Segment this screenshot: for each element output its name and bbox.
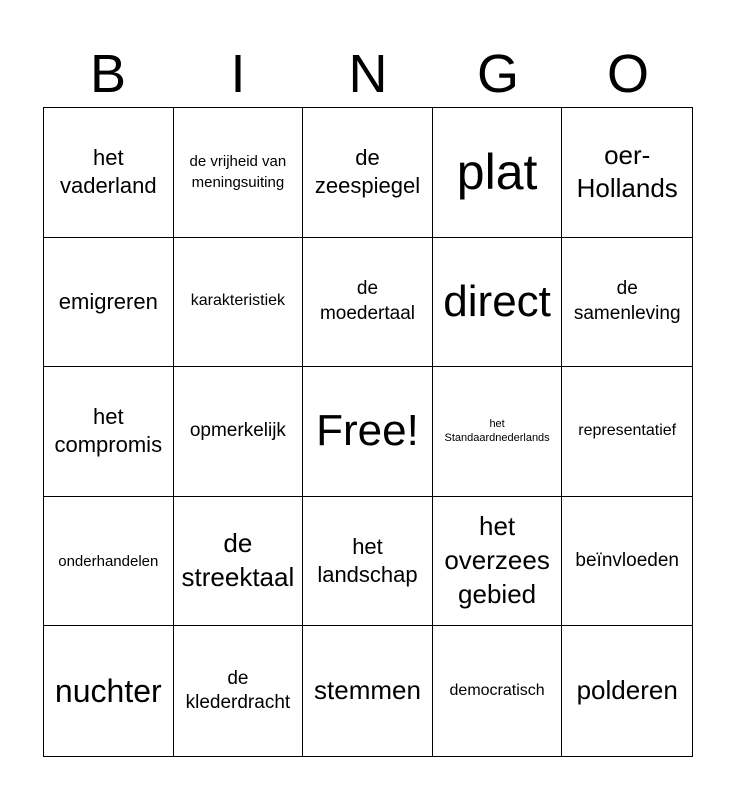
bingo-cell[interactable]: nuchter	[44, 626, 174, 756]
bingo-cell[interactable]: het landschap	[303, 497, 433, 627]
bingo-cell[interactable]: direct	[433, 238, 563, 368]
header-letter-n: N	[348, 44, 388, 104]
bingo-cell[interactable]: polderen	[576, 675, 678, 706]
bingo-cell[interactable]: karakteristiek	[174, 238, 304, 368]
bingo-cell[interactable]: het Standaardnederlands	[433, 367, 563, 497]
header-letter-i: I	[230, 44, 246, 104]
bingo-cell[interactable]: de samenleving	[562, 238, 692, 368]
bingo-cell[interactable]: de streektaal	[174, 497, 304, 627]
bingo-cell[interactable]: opmerkelijk	[174, 367, 304, 497]
bingo-cell[interactable]: het compromis	[44, 367, 174, 497]
bingo-cell[interactable]: de moedertaal	[303, 238, 433, 368]
bingo-cell[interactable]: emigreren	[44, 238, 174, 368]
bingo-cell[interactable]: democratisch	[433, 626, 563, 756]
bingo-cell[interactable]: het overzees gebied	[433, 497, 563, 627]
header-letter-o: O	[606, 44, 649, 104]
bingo-cell[interactable]: beïnvloeden	[562, 497, 692, 627]
bingo-cell[interactable]: onderhandelen	[44, 497, 174, 627]
free-space-cell[interactable]: Free!	[303, 367, 433, 497]
bingo-cell[interactable]: het vaderland	[44, 108, 174, 238]
header-letter-b: B	[89, 44, 127, 104]
bingo-cell[interactable]: stemmen	[303, 626, 433, 756]
bingo-cell[interactable]: de klederdracht	[174, 626, 304, 756]
bingo-header	[43, 40, 693, 108]
bingo-board	[43, 107, 693, 757]
header-letter-g: G	[476, 44, 519, 104]
bingo-cell[interactable]: de vrijheid van meningsuiting	[174, 108, 304, 238]
bingo-cell[interactable]: plat	[433, 108, 563, 238]
bingo-cell[interactable]: oer-Hollands	[562, 108, 692, 238]
bingo-cell[interactable]: representatief	[562, 367, 692, 497]
bingo-cell[interactable]: de zeespiegel	[303, 108, 433, 238]
